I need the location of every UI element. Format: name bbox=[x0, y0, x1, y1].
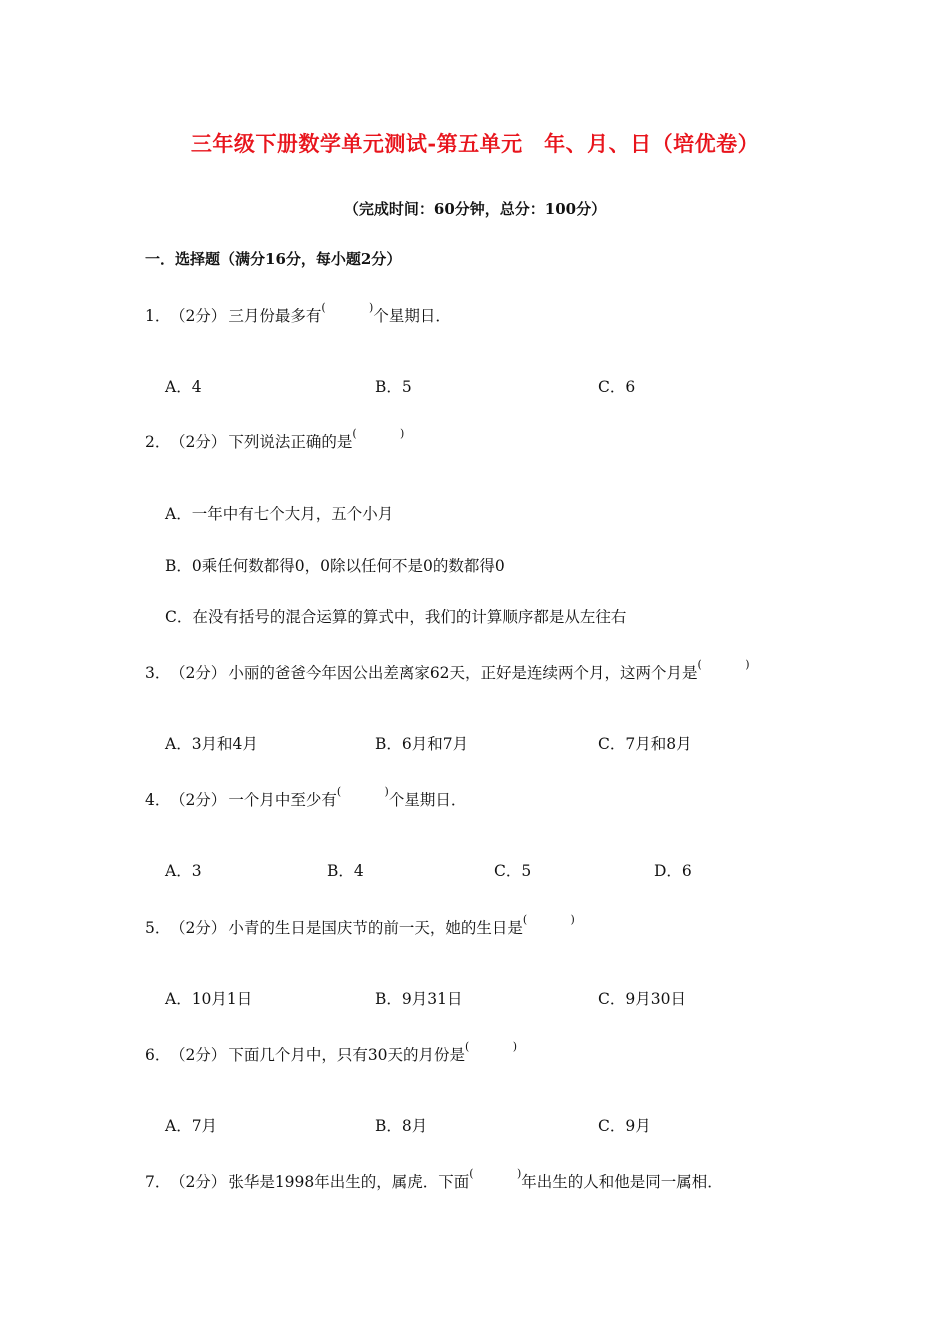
question-6 bbox=[145, 1040, 518, 1065]
option-b[interactable]: B．8月 bbox=[375, 1117, 428, 1135]
option-c[interactable]: C．7月和8月 bbox=[598, 735, 692, 753]
question-text: 下面几个月中，只有30天的月份是 bbox=[228, 1046, 466, 1064]
question-3 bbox=[145, 658, 750, 683]
option-a[interactable]: A．4 bbox=[165, 378, 202, 396]
answer-blank[interactable]: ( ) bbox=[469, 1167, 522, 1180]
question-text: 小丽的爸爸今年因公出差离家62天，正好是连续两个月，这两个月是 bbox=[228, 664, 698, 682]
option-a[interactable]: A．3月和4月 bbox=[165, 735, 258, 753]
option-c[interactable]: C．5 bbox=[494, 862, 532, 880]
answer-blank[interactable]: ( ) bbox=[336, 785, 389, 798]
question-score: （2分） bbox=[169, 1173, 227, 1191]
question-score: （2分） bbox=[169, 919, 227, 937]
answer-blank[interactable]: ( ) bbox=[352, 427, 405, 440]
question-number: 3． bbox=[145, 664, 171, 682]
question-number: 5． bbox=[145, 919, 171, 937]
answer-blank[interactable]: ( ) bbox=[522, 913, 575, 926]
option-b[interactable]: B．6月和7月 bbox=[375, 735, 469, 753]
question-text: 张华是1998年出生的，属虎．下面 bbox=[228, 1173, 470, 1191]
question-1 bbox=[145, 301, 451, 326]
option-a[interactable]: A．7月 bbox=[165, 1117, 218, 1135]
question-score: （2分） bbox=[169, 307, 227, 325]
question-2 bbox=[145, 427, 405, 452]
option-c[interactable]: C．9月 bbox=[598, 1117, 651, 1135]
answer-blank[interactable]: ( ) bbox=[321, 301, 374, 314]
option-b[interactable]: B．9月31日 bbox=[375, 990, 463, 1008]
page-title: 三年级下册数学单元测试-第五单元 年、月、日（培优卷） bbox=[190, 131, 760, 156]
option-d[interactable]: D．6 bbox=[654, 862, 692, 880]
question-text-after: 年出生的人和他是同一属相． bbox=[521, 1173, 723, 1191]
section-heading: 一．选择题（满分16分，每小题2分） bbox=[145, 250, 402, 268]
question-number: 2． bbox=[145, 433, 171, 451]
question-5 bbox=[145, 913, 575, 938]
question-text: 小青的生日是国庆节的前一天，她的生日是 bbox=[228, 919, 523, 937]
option-c[interactable]: C．在没有括号的混合运算的算式中，我们的计算顺序都是从左往右 bbox=[165, 608, 627, 626]
question-text-after: 个星期日． bbox=[373, 307, 451, 325]
question-7 bbox=[145, 1167, 723, 1192]
option-c[interactable]: C．6 bbox=[598, 378, 636, 396]
option-a[interactable]: A．一年中有七个大月，五个小月 bbox=[165, 505, 394, 523]
option-b[interactable]: B．5 bbox=[375, 378, 412, 396]
question-number: 1． bbox=[145, 307, 171, 325]
exam-info: （完成时间：60分钟，总分：100分） bbox=[343, 200, 607, 218]
option-c[interactable]: C．9月30日 bbox=[598, 990, 686, 1008]
question-text: 一个月中至少有 bbox=[228, 791, 337, 809]
option-b[interactable]: B．4 bbox=[327, 862, 364, 880]
answer-blank[interactable]: ( ) bbox=[697, 658, 750, 671]
question-score: （2分） bbox=[169, 664, 227, 682]
question-number: 6． bbox=[145, 1046, 171, 1064]
question-text: 三月份最多有 bbox=[228, 307, 322, 325]
question-4 bbox=[145, 785, 467, 810]
option-a[interactable]: A．3 bbox=[165, 862, 202, 880]
question-number: 7． bbox=[145, 1173, 171, 1191]
question-score: （2分） bbox=[169, 433, 227, 451]
question-score: （2分） bbox=[169, 791, 227, 809]
option-a[interactable]: A．10月1日 bbox=[165, 990, 253, 1008]
question-number: 4． bbox=[145, 791, 171, 809]
question-score: （2分） bbox=[169, 1046, 227, 1064]
question-text: 下列说法正确的是 bbox=[228, 433, 353, 451]
question-text-after: 个星期日． bbox=[388, 791, 467, 809]
answer-blank[interactable]: ( ) bbox=[465, 1040, 518, 1053]
option-b[interactable]: B．0乘任何数都得0，0除以任何不是0的数都得0 bbox=[165, 557, 505, 575]
